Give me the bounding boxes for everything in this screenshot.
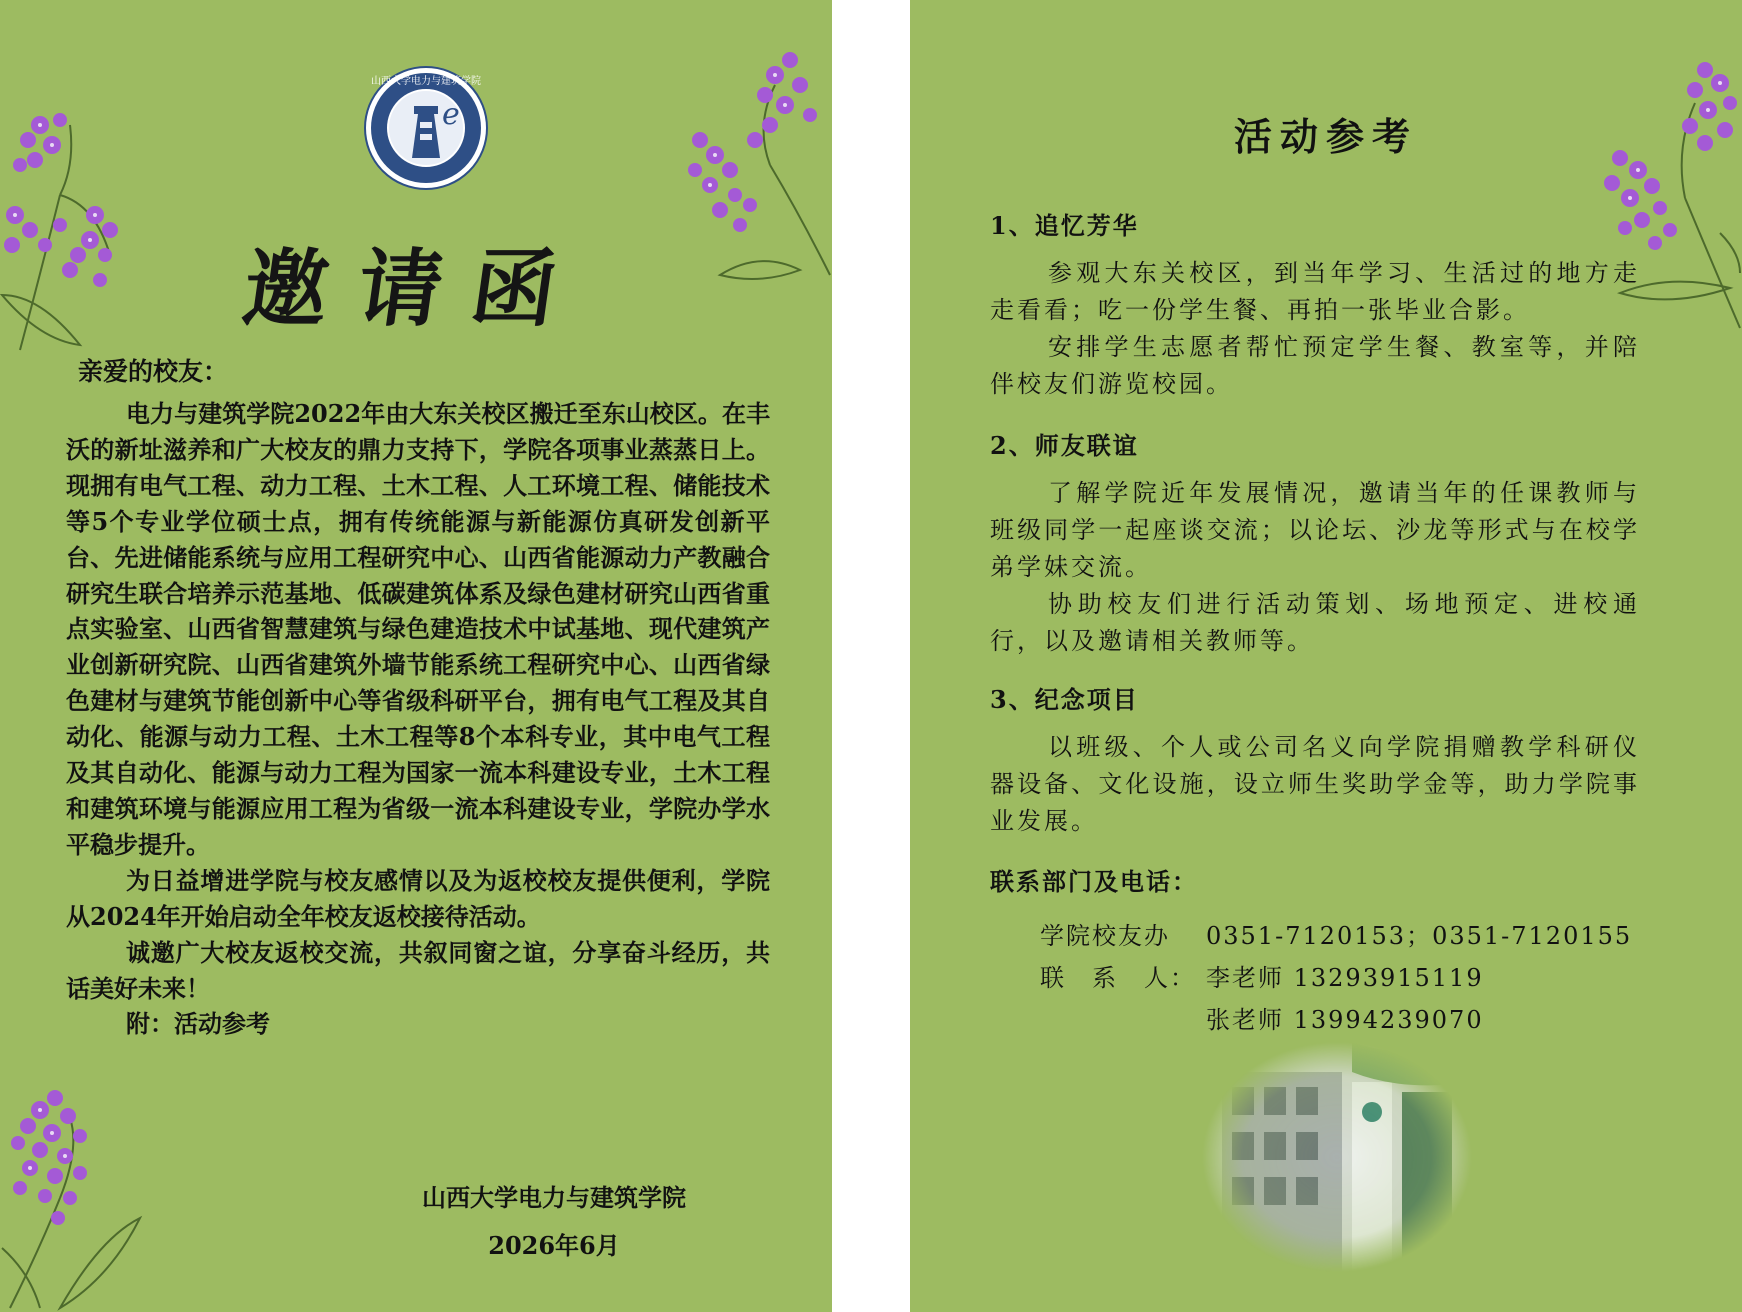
activity-section xyxy=(990,206,1640,403)
invitation-panel xyxy=(0,0,832,1312)
svg-text:e: e xyxy=(442,97,460,132)
campus-building-photo xyxy=(1202,1042,1472,1272)
section-heading: 3、纪念项目 xyxy=(990,685,1139,714)
section-paragraph: 协助校友们进行活动策划、场地预定、进校通行，以及邀请相关教师等。 xyxy=(990,590,1640,655)
section-paragraph: 安排学生志愿者帮忙预定学生餐、教室等，并陪伴校友们游览校园。 xyxy=(990,333,1640,398)
section-paragraph: 了解学院近年发展情况，邀请当年的任课教师与班级同学一起座谈交流；以论坛、沙龙等形式与在校学弟学妹交流。 xyxy=(990,479,1640,581)
office-label: 学院校友办 xyxy=(1040,922,1170,950)
letter-paragraph: 电力与建筑学院2022年由大东关校区搬迁至东山校区。在丰沃的新址滋养和广大校友的鼎力支持下，学院各项事业蒸蒸日上。现拥有电气工程、动力工程、土木工程、人工环境工程、储能技术等5个专业学位硕士点，拥有传统能源与新能源仿真研发创新平台、先进储能系统与应用工程研究中心、山西省能源动力产教融合研究生联合培养示范基地、低碳建筑体系及绿色建材研究山西省重点实验室、山西省智慧建筑与绿色建造技术中试基地、现代建筑产业创新研究院、山西省建筑外墙节能系统工程研究中心、山西省绿色建材与建筑节能创新中心等省级科研平台，拥有电气工程及其自动化、能源与动力工程、土木工程等8个本科专业，其中电气工程及其自动化、能源与动力工程为国家一流本科建设专业，土木工程和建筑环境与能源应用工程为省级一流本科建设专业，学院办学水平稳步提升。 xyxy=(66,399,770,859)
logo-text: 山西大学电力与建筑学院 xyxy=(371,76,481,87)
signature-date: 2026年6月 xyxy=(488,1231,620,1260)
activity-section xyxy=(990,426,1640,660)
section-heading: 2、师友联谊 xyxy=(990,431,1139,460)
contact-person: 张老师 13994239070 xyxy=(1206,1006,1484,1034)
letter-paragraph: 为日益增进学院与校友感情以及为返校校友提供便利，学院从2024年开始启动全年校友返校接待活动。 xyxy=(66,865,770,931)
signature-org: 山西大学电力与建筑学院 xyxy=(422,1183,686,1212)
lilac-flower-icon xyxy=(0,1088,150,1312)
school-logo xyxy=(364,66,488,190)
contact-heading: 联系部门及电话： xyxy=(990,867,1198,896)
letter-paragraph: 诚邀广大校友返校交流，共叙同窗之谊，分享奋斗经历，共话美好未来！ xyxy=(66,937,770,1003)
activity-title: 活动参考 xyxy=(1233,114,1418,159)
section-paragraph: 参观大东关校区，到当年学习、生活过的地方走走看看；吃一份学生餐、再拍一张毕业合影。 xyxy=(990,259,1640,324)
invitation-title: 邀请函 xyxy=(237,239,594,338)
activity-section xyxy=(990,680,1640,840)
contact-label: 联 系 人： xyxy=(1040,964,1196,992)
letter-body xyxy=(66,396,770,1042)
activity-reference-panel xyxy=(910,0,1742,1312)
attachment-note: 附：活动参考 xyxy=(126,1009,270,1039)
section-paragraph: 以班级、个人或公司名义向学院捐赠教学科研仪器设备、文化设施，设立师生奖助学金等，助力学院事业发展。 xyxy=(990,733,1640,835)
office-phones: 0351-7120153；0351-7120155 xyxy=(1206,922,1633,950)
greeting: 亲爱的校友： xyxy=(78,357,229,386)
section-heading: 1、追忆芳华 xyxy=(990,211,1139,240)
contact-person: 李老师 13293915119 xyxy=(1206,964,1484,992)
